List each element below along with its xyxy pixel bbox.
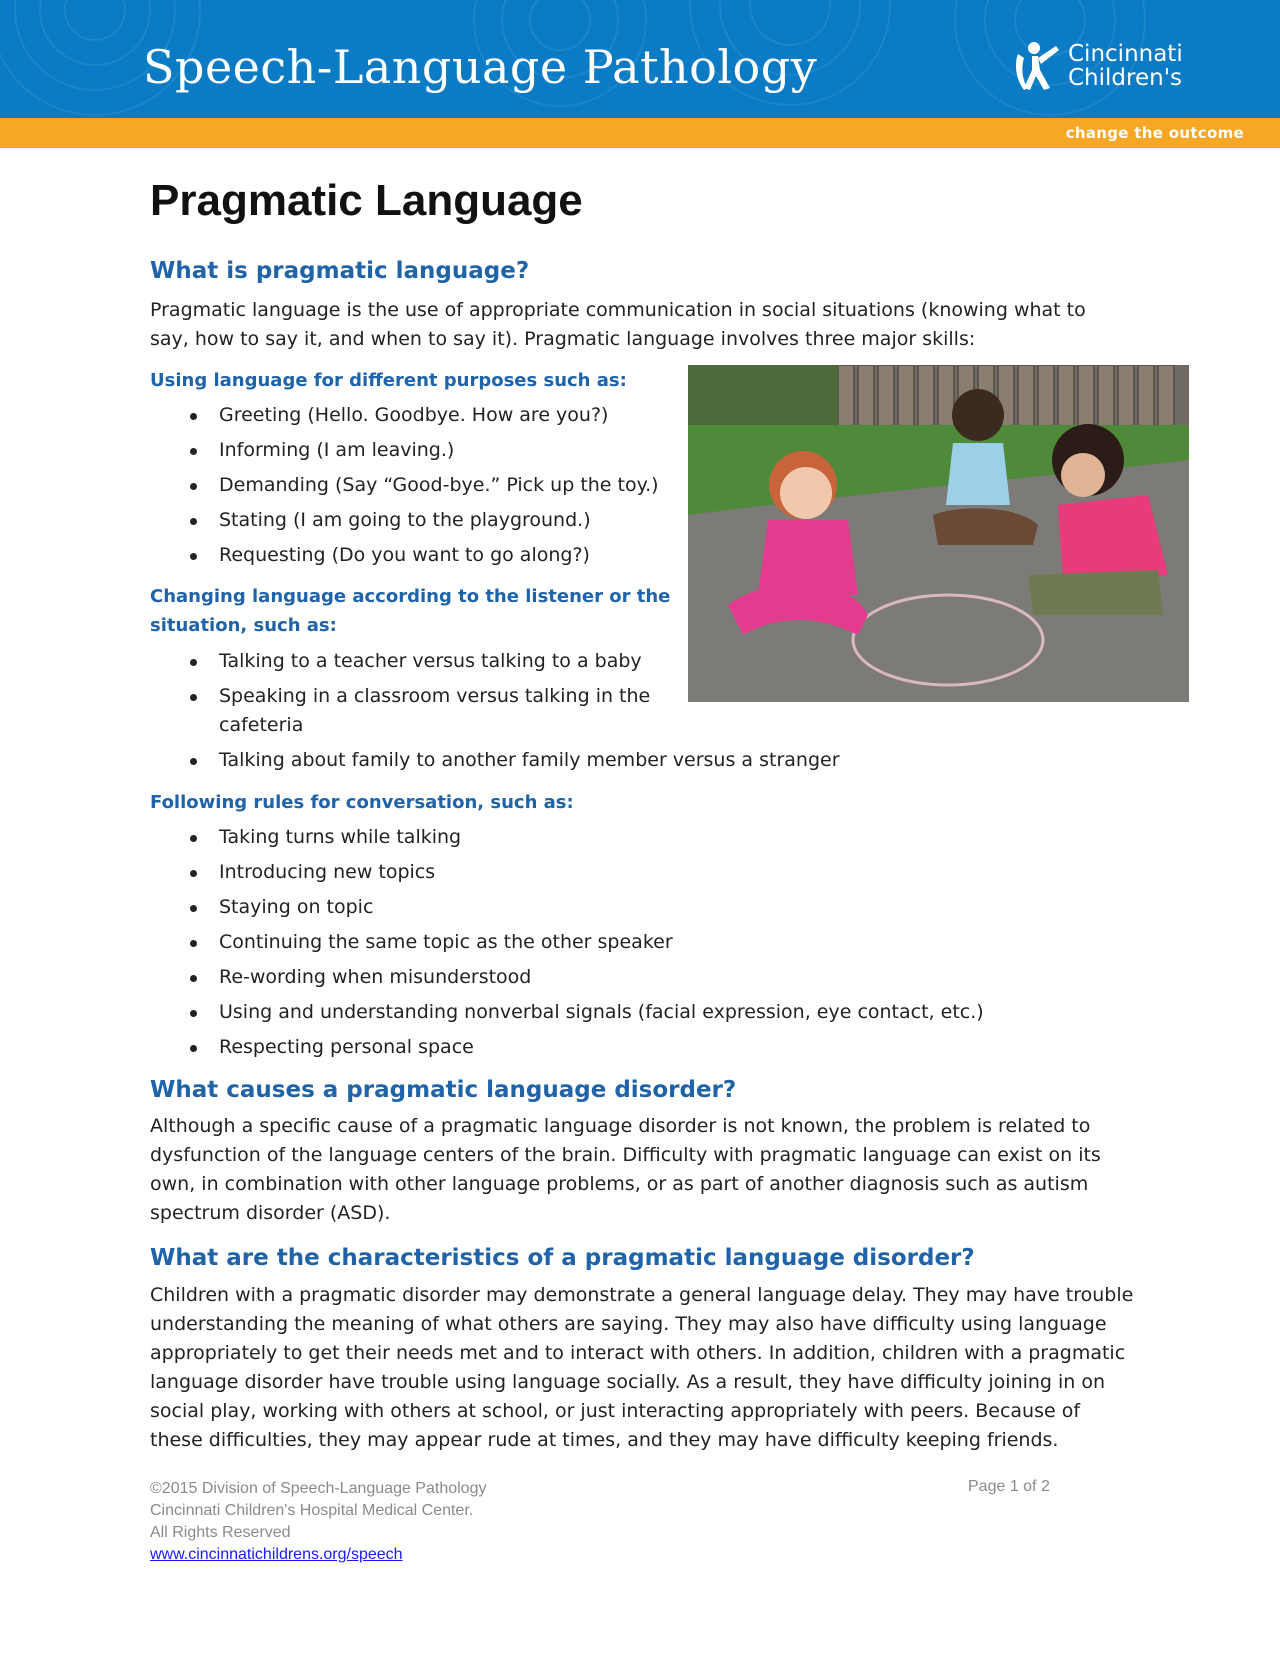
banner-title: Speech-Language Pathology (143, 40, 818, 94)
logo-text-line2: Children's (1068, 65, 1183, 91)
section-heading-characteristics: What are the characteristics of a pragmatic language disorder? (150, 1245, 975, 1271)
characteristics-line: social play, working with others at school, or just interacting appropriately with peers. Because of (150, 1400, 1081, 1422)
list-item: Talking to a teacher versus talking to a baby (150, 647, 840, 676)
intro-paragraph (150, 296, 1090, 354)
list-item: Re-wording when misunderstood (150, 963, 984, 992)
subheading-changing (150, 582, 670, 640)
causes-paragraph (150, 1112, 1101, 1228)
list-item: Staying on topic (150, 893, 984, 922)
page-number: Page 1 of 2 (968, 1478, 1050, 1495)
subheading-rules: Following rules for conversation, such as: (150, 792, 574, 813)
list-item: Continuing the same topic as the other speaker (150, 928, 984, 957)
footer (150, 1478, 486, 1566)
intro-line: Pragmatic language is the use of appropriate communication in social situations (knowing what to (150, 299, 1086, 321)
footer-org: Cincinnati Children's Hospital Medical Center. (150, 1502, 474, 1519)
causes-line: dysfunction of the language centers of the brain. Difficulty with pragmatic language can exist on its (150, 1144, 1101, 1166)
footer-rights: All Rights Reserved (150, 1524, 291, 1541)
page-title: Pragmatic Language (150, 176, 583, 225)
list-item: Taking turns while talking (150, 823, 984, 852)
list-item: Greeting (Hello. Goodbye. How are you?) (150, 401, 659, 430)
characteristics-line: language disorder have trouble using language socially. As a result, they have difficulty joining in on (150, 1371, 1106, 1393)
header-banner (0, 0, 1280, 118)
list-item: Requesting (Do you want to go along?) (150, 541, 659, 570)
list-item-line: cafeteria (219, 714, 304, 736)
purposes-list (150, 401, 659, 576)
footer-website-link[interactable]: www.cincinnatichildrens.org/speech (150, 1546, 403, 1563)
list-item-line: Speaking in a classroom versus talking in the (219, 685, 651, 707)
list-item: Introducing new topics (150, 858, 984, 887)
characteristics-paragraph (150, 1281, 1134, 1455)
children-playing-photo (688, 365, 1189, 702)
characteristics-line: appropriately to get their needs met and to interact with others. In addition, children with a pragmatic (150, 1342, 1126, 1364)
causes-line: Although a specific cause of a pragmatic language disorder is not known, the problem is related to (150, 1115, 1091, 1137)
section-heading-causes: What causes a pragmatic language disorder? (150, 1077, 737, 1103)
subheading-purposes: Using language for different purposes such as: (150, 370, 627, 391)
list-item: Talking about family to another family member versus a stranger (150, 746, 840, 775)
intro-line: say, how to say it, and when to say it). Pragmatic language involves three major skills: (150, 328, 976, 350)
list-item: Demanding (Say “Good-bye.” Pick up the toy.) (150, 471, 659, 500)
causes-line: spectrum disorder (ASD). (150, 1202, 391, 1224)
list-item: Stating (I am going to the playground.) (150, 506, 659, 535)
subheading-changing-line1: Changing language according to the listener or the (150, 586, 671, 607)
footer-copyright: ©2015 Division of Speech-Language Pathology (150, 1480, 487, 1497)
causes-line: own, in combination with other language problems, or as part of another diagnosis such as autism (150, 1173, 1089, 1195)
subheading-changing-line2: situation, such as: (150, 615, 337, 636)
child-figure-icon (1012, 40, 1064, 94)
list-item: Using and understanding nonverbal signals (facial expression, eye contact, etc.) (150, 998, 984, 1027)
characteristics-line: understanding the meaning of what others are saying. They may also have difficulty using language (150, 1313, 1107, 1335)
section-heading-what-is: What is pragmatic language? (150, 258, 530, 284)
characteristics-line: Children with a pragmatic disorder may demonstrate a general language delay. They may have trouble (150, 1284, 1134, 1306)
rules-list (150, 823, 984, 1068)
list-item: Informing (I am leaving.) (150, 436, 659, 465)
cincinnati-childrens-logo[interactable] (1012, 38, 1242, 96)
characteristics-line: these difficulties, they may appear rude at times, and they may have difficulty keeping friends. (150, 1429, 1059, 1451)
tagline: change the outcome (1065, 124, 1244, 142)
logo-text-line1: Cincinnati (1068, 41, 1183, 67)
list-item: Respecting personal space (150, 1033, 984, 1062)
